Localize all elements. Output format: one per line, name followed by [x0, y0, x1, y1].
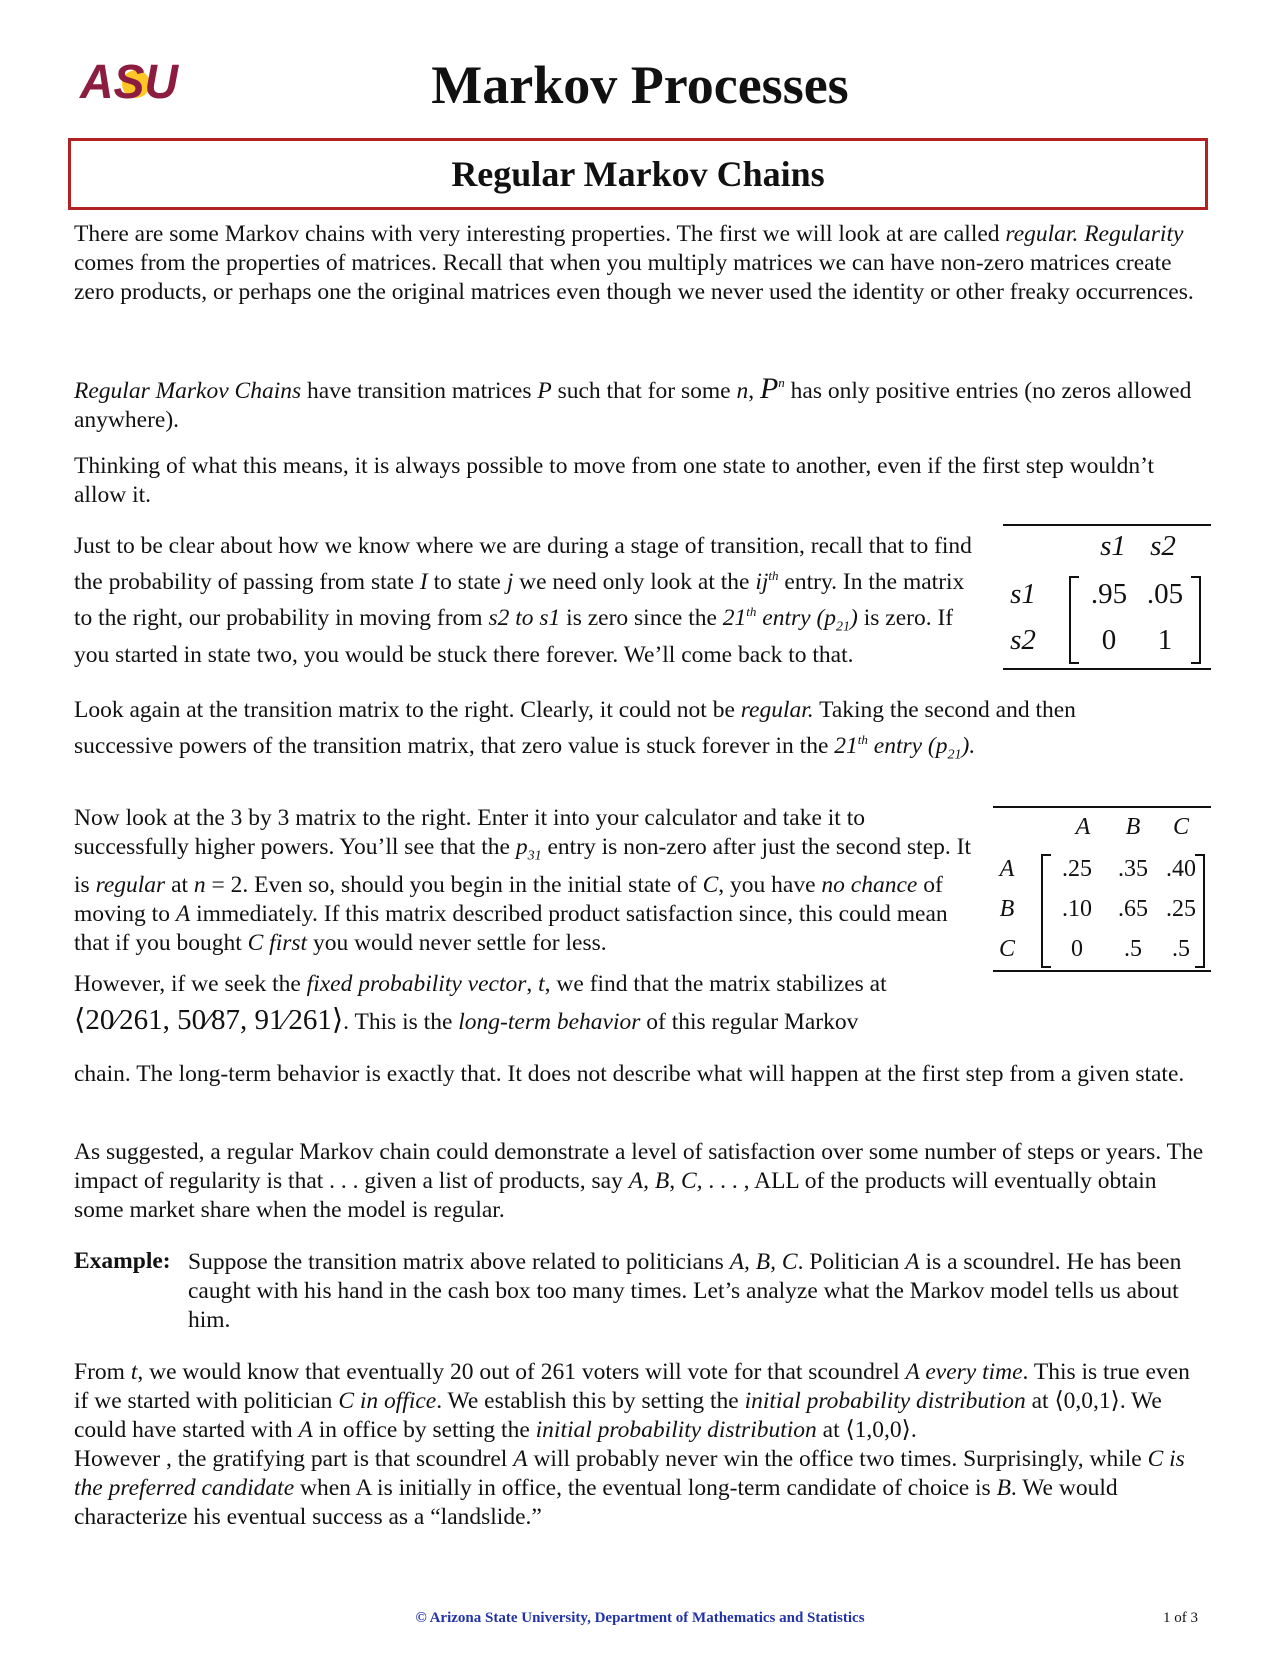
left-bracket — [1069, 576, 1079, 664]
col-header: s2 — [1150, 530, 1176, 562]
example-label: Example: — [74, 1248, 171, 1274]
matrix-cell: .40 — [1166, 856, 1196, 882]
col-header: A — [1075, 814, 1091, 840]
power-expression: $P^n$ — [759, 372, 785, 405]
row-header: s1 — [1010, 578, 1036, 610]
paragraph-intro: There are some Markov chains with very interesting properties. The first we will look at are called regular. Regularity comes from the properties of matrices. Recall that when you multiply matrices we can have non-zero matrices create zero products, or perhaps one the original matrices even though we never used the identity or other freaky occurrences. — [74, 221, 1194, 305]
matrix-bottom-rule — [993, 970, 1211, 972]
fixed-probability-vector: ⟨20⁄261, 50⁄87, 91⁄261⟩ — [74, 1004, 344, 1036]
matrix-cell: .5 — [1172, 936, 1190, 962]
paragraph-long-term: chain. The long-term behavior is exactly that. It does not describe what will happen at the first step from a given state. — [74, 1061, 1185, 1087]
col-header: B — [1125, 814, 1141, 840]
col-header: s1 — [1100, 530, 1126, 562]
paragraph-not-regular: Look again at the transition matrix to the right. Clearly, it could not be regular. Taking the second and then successive powers of the transition matrix, that zero value is stuck forever in the 21th entry $(p_{21})$. — [74, 697, 1076, 763]
example-text: Suppose the transition matrix above related to politicians A, B, C. Politician A is a scoundrel. He has been caught with his hand in the cash box too many times. Let’s analyze what the Markov model tells us about him. — [188, 1249, 1182, 1333]
logo-text: ASU — [79, 56, 180, 108]
matrix-cell: .10 — [1062, 896, 1092, 922]
matrix-cell: .95 — [1090, 578, 1128, 610]
section-title: Regular Markov Chains — [451, 154, 825, 194]
section-title-box — [68, 138, 1208, 210]
left-bracket — [1041, 854, 1051, 968]
paragraph-ij-entry: Just to be clear about how we know where we are during a stage of transition, recall that to find the probability of passing from state I to state j we need only look at the $ij^{th}$ entry. In the matrix to the right, our probability in moving from s2 to s1 is zero since the 21th entry $(p_{21})$ is zero. If you started in state two, you would be stuck there forever. We’ll come back to that. — [74, 533, 972, 669]
row-header: C — [998, 936, 1015, 962]
matrix-cell: .65 — [1118, 896, 1148, 922]
transition-matrix-3x3 — [993, 806, 1211, 972]
matrix-cell: .5 — [1124, 936, 1142, 962]
row-header: B — [999, 896, 1015, 922]
matrix-cell: .25 — [1166, 896, 1196, 922]
footer-copyright: © Arizona State University, Department of Mathematics and Statistics — [415, 1610, 865, 1626]
matrix-cell: 1 — [1157, 624, 1173, 656]
matrix-cell: 0 — [1071, 936, 1083, 962]
paragraph-suggested: As suggested, a regular Markov chain could demonstrate a level of satisfaction over some number of steps or years. The impact of regularity is that . . . given a list of products, say A, B, C, . . . , ALL of the products will eventually obtain some market share when the model is regular. — [74, 1139, 1204, 1223]
paragraph-from-t: From t, we would know that eventually 20 out of 261 voters will vote for that scoundrel A every time. This is true even if we started with politician C in office. We establish this by setting the initial probability distribution at ⟨0,0,1⟩. We could have started with A in office by setting the initial probability distribution at ⟨1,0,0⟩. However , the gratifying part is that scoundrel A will probably never win the office two times. Surprisingly, while C is the preferred candidate when A is initially in office, the eventual long-term candidate of choice is B. We would characterize his eventual success as a “landslide.” — [74, 1359, 1190, 1530]
right-bracket — [1191, 576, 1201, 664]
col-header: C — [1172, 814, 1189, 840]
matrix-cell: .35 — [1118, 856, 1148, 882]
matrix-cell: .05 — [1146, 578, 1184, 610]
page-number: 1 of 3 — [1163, 1610, 1198, 1626]
row-header: s2 — [1010, 624, 1036, 656]
paragraph-fixed-vector: However, if we seek the fixed probability vector, t, we find that the matrix stabilizes at — [74, 971, 887, 997]
paragraph-fixed-vector-line2: ⟨20⁄261, 50⁄87, 91⁄261⟩. This is the long-term behavior of this regular Markov — [74, 1004, 859, 1036]
matrix-top-rule — [993, 806, 1211, 808]
row-header: A — [999, 856, 1015, 882]
paragraph-definition: Regular Markov Chains have transition matrices P such that for some n, $P^n$ has only positive entries (no zeros allowed anywhere). — [74, 372, 1192, 433]
matrix-top-rule — [1003, 524, 1211, 526]
transition-matrix-2x2 — [1003, 524, 1211, 670]
matrix-cell: .25 — [1062, 856, 1092, 882]
matrix-cell: 0 — [1101, 624, 1117, 656]
paragraph-3x3: Now look at the 3 by 3 matrix to the right. Enter it into your calculator and take it to successfully higher powers. You’ll see that the $p_{31}$ entry is non-zero after just the second step. It is regular at n = 2. Even so, should you begin in the initial state of C, you have no chance of moving to A immediately. If this matrix described product satisfaction since, this could mean that if you bought C first you would never settle for less. — [74, 805, 972, 956]
page-title: Markov Processes — [431, 55, 849, 115]
paragraph-meaning: Thinking of what this means, it is always possible to move from one state to another, even if the first step wouldn’t allow it. — [74, 453, 1155, 508]
matrix-bottom-rule — [1003, 668, 1211, 670]
